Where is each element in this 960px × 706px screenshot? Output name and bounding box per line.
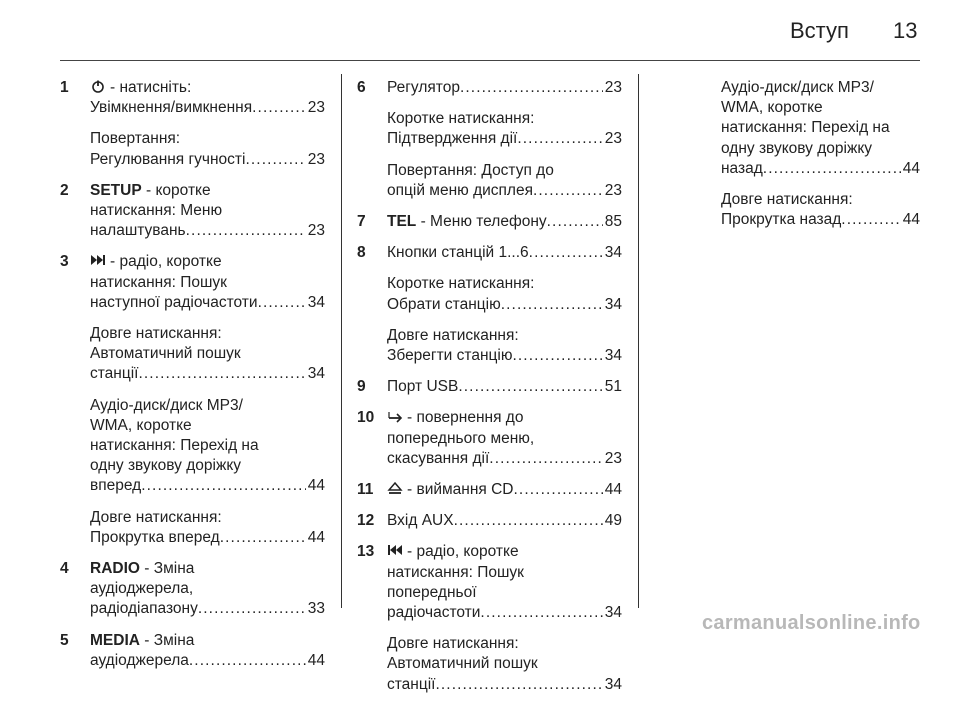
text-line <box>90 252 325 272</box>
toc-line <box>387 480 622 500</box>
toc-line <box>90 528 325 548</box>
page-ref: 34 <box>604 675 622 693</box>
text-line <box>90 436 325 456</box>
list-item <box>357 542 622 694</box>
text-line <box>90 631 325 651</box>
text-line <box>387 542 622 562</box>
toc-label: Прокрутка вперед <box>90 528 220 546</box>
line-text: аудіоджерела, <box>90 580 194 598</box>
page-ref: 33 <box>307 600 325 618</box>
text-line <box>90 344 325 364</box>
item-number: 2 <box>60 181 69 199</box>
page-ref: 34 <box>604 347 622 365</box>
toc-line <box>90 293 325 313</box>
list-item <box>357 408 622 469</box>
item-paragraph <box>387 480 622 500</box>
header-rule <box>60 60 920 61</box>
page-ref: 23 <box>307 222 325 240</box>
line-text: Довге натискання: <box>721 191 853 209</box>
toc-label: аудіоджерела <box>90 651 189 669</box>
toc-label: назад <box>721 159 763 177</box>
line-text: попередньої <box>387 583 477 601</box>
line-text: - коротке <box>141 181 211 199</box>
toc-line <box>90 476 325 496</box>
toc-line <box>387 346 622 366</box>
page-number: 13 <box>893 18 918 43</box>
toc-text <box>90 364 138 384</box>
toc-line <box>90 150 325 170</box>
list-item <box>357 480 622 500</box>
line-text: одну звукову доріжку <box>721 139 873 157</box>
toc-line <box>387 675 622 695</box>
key-label: MEDIA <box>90 631 140 649</box>
text-line <box>90 324 325 344</box>
toc-label: вперед <box>90 477 142 495</box>
item-paragraph <box>90 78 325 118</box>
page-ref: 44 <box>307 528 325 546</box>
toc-text <box>387 480 514 500</box>
toc-text <box>90 599 198 619</box>
text-line <box>387 408 622 428</box>
dot-leader <box>529 243 603 263</box>
toc-label: опцій меню дисплея <box>387 181 533 199</box>
page-ref: 85 <box>604 213 622 231</box>
line-text: одну звукову доріжку <box>90 457 242 475</box>
page-ref: 23 <box>307 150 325 168</box>
list-item <box>60 631 325 671</box>
item-paragraph <box>387 274 622 314</box>
dot-leader <box>533 181 603 201</box>
dot-leader <box>460 78 603 98</box>
text-line <box>387 654 622 674</box>
page-header <box>0 0 960 62</box>
item-paragraph <box>721 190 920 230</box>
back-icon <box>387 409 403 423</box>
watermark: carmanualsonline.info <box>702 612 921 634</box>
toc-label: станції <box>387 675 436 693</box>
toc-label: Регулювання гучності <box>90 150 246 168</box>
item-paragraph <box>387 408 622 469</box>
toc-label: Кнопки станцій 1...6 <box>387 244 529 262</box>
dot-leader <box>547 212 603 232</box>
toc-line <box>387 295 622 315</box>
item-number: 5 <box>60 631 69 649</box>
text-line <box>90 508 325 528</box>
toc-line <box>387 181 622 201</box>
item-number: 8 <box>357 244 366 262</box>
dot-leader <box>501 295 603 315</box>
line-text: - повернення до <box>407 409 524 427</box>
line-text: - Зміна <box>139 631 195 649</box>
item-paragraph <box>90 181 325 242</box>
text-line <box>387 583 622 603</box>
toc-text <box>387 377 458 397</box>
toc-label: налаштувань <box>90 222 186 240</box>
line-text: Довге натискання: <box>90 508 222 526</box>
item-paragraph <box>387 542 622 623</box>
text-line <box>90 129 325 149</box>
list-item <box>357 78 622 201</box>
toc-label: наступної радіочастоти <box>90 293 258 311</box>
toc-line <box>387 511 622 531</box>
text-line <box>90 456 325 476</box>
toc-line <box>387 243 622 263</box>
text-line <box>721 118 920 138</box>
text-line <box>90 396 325 416</box>
toc-label: скасування дії <box>387 449 490 467</box>
page-ref: 44 <box>307 651 325 669</box>
list-item <box>357 212 622 232</box>
page-ref: 34 <box>307 293 325 311</box>
page-ref: 44 <box>307 477 325 495</box>
dot-leader <box>480 603 602 623</box>
toc-text <box>387 243 529 263</box>
item-paragraph <box>387 78 622 98</box>
text-line <box>387 634 622 654</box>
page-ref: 23 <box>604 79 622 96</box>
toc-text <box>90 221 186 241</box>
page-ref: 49 <box>604 512 622 530</box>
dot-leader <box>458 377 602 397</box>
next-track-icon <box>90 253 106 267</box>
line-text: Аудіо-диск/диск MP3/ <box>721 79 874 96</box>
list-item <box>357 377 622 397</box>
toc-label: радіочастоти <box>387 604 481 622</box>
toc-line <box>721 159 920 179</box>
page-ref: 23 <box>604 449 622 467</box>
toc-line <box>387 78 622 98</box>
toc-text <box>387 212 547 232</box>
item-number: 9 <box>357 378 366 396</box>
eject-icon <box>387 481 403 495</box>
text-line <box>387 429 622 449</box>
toc-text <box>387 675 435 695</box>
page-ref: 23 <box>604 181 622 199</box>
dot-leader <box>258 293 306 313</box>
item-paragraph <box>387 109 622 149</box>
toc-label: Увімкнення/вимкнення <box>90 99 253 117</box>
key-label: TEL <box>387 213 417 231</box>
toc-text <box>387 129 517 149</box>
page-ref: 34 <box>604 295 622 313</box>
item-number: 13 <box>357 543 375 561</box>
column-3 <box>691 78 920 241</box>
toc-text <box>387 511 454 531</box>
item-number: 10 <box>357 409 375 427</box>
text-line <box>90 181 325 201</box>
page-ref: 34 <box>604 604 622 622</box>
list-item <box>691 78 920 230</box>
toc-text <box>387 78 460 98</box>
line-text: Аудіо-диск/диск MP3/ <box>90 396 243 414</box>
toc-text <box>721 210 841 230</box>
dot-leader <box>198 599 306 619</box>
toc-text <box>90 651 189 671</box>
toc-line <box>90 599 325 619</box>
page-ref: 23 <box>307 99 325 117</box>
line-text: Довге натискання: <box>90 325 222 343</box>
text-line <box>721 78 920 98</box>
line-text: - радіо, коротке <box>407 543 519 561</box>
list-item <box>60 181 325 242</box>
page-ref: 23 <box>604 130 622 148</box>
prev-track-icon <box>387 543 403 557</box>
toc-text <box>387 346 512 366</box>
toc-label: радіодіапазону <box>90 600 198 618</box>
list-item <box>60 78 325 170</box>
line-text: Довге натискання: <box>387 326 519 344</box>
toc-text <box>387 295 501 315</box>
item-number: 11 <box>357 481 374 499</box>
item-number: 4 <box>60 560 69 578</box>
line-text: натискання: Меню <box>90 202 223 220</box>
item-paragraph <box>387 161 622 201</box>
power-icon <box>90 79 106 93</box>
section-title: Вступ <box>790 18 849 43</box>
text-line <box>387 161 622 181</box>
toc-text <box>90 476 141 496</box>
line-text: Автоматичний пошук <box>387 655 538 673</box>
item-paragraph <box>387 511 622 531</box>
text-line <box>90 579 325 599</box>
line-text: натискання: Пошук <box>90 273 227 291</box>
line-text: WMA, коротке <box>90 416 192 434</box>
line-text: натискання: Пошук <box>387 563 524 581</box>
text-line <box>90 78 325 98</box>
list-item <box>357 243 622 366</box>
toc-text <box>90 98 252 118</box>
toc-label: Порт USB <box>387 378 459 396</box>
item-number: 3 <box>60 253 69 271</box>
toc-text <box>387 449 489 469</box>
item-paragraph <box>90 508 325 548</box>
key-label: SETUP <box>90 181 142 199</box>
toc-label: станції <box>90 365 139 383</box>
toc-line <box>387 603 622 623</box>
text-line <box>721 98 920 118</box>
item-paragraph <box>90 631 325 671</box>
text-line <box>90 201 325 221</box>
column-1 <box>60 78 325 682</box>
dot-leader <box>514 480 603 500</box>
list-item <box>60 559 325 620</box>
toc-label: - Меню телефону <box>416 213 547 231</box>
toc-line <box>387 212 622 232</box>
text-line <box>90 559 325 579</box>
dot-leader <box>841 210 900 230</box>
text-line <box>387 274 622 294</box>
line-text: Коротке натискання: <box>387 110 535 128</box>
toc-label: Зберегти станцію <box>387 347 513 365</box>
dot-leader <box>252 98 306 118</box>
toc-line <box>387 129 622 149</box>
page-ref: 44 <box>902 159 920 177</box>
page-ref: 51 <box>604 378 622 396</box>
column-divider <box>341 74 342 608</box>
toc-text <box>90 150 245 170</box>
toc-label: Підтвердження дії <box>387 130 518 148</box>
list-item <box>60 252 325 548</box>
toc-label: Регулятор <box>387 79 460 96</box>
line-text: - натисніть: <box>110 79 192 96</box>
toc-line <box>387 449 622 469</box>
line-text: - Зміна <box>139 560 195 578</box>
item-number: 6 <box>357 79 366 96</box>
item-number: 7 <box>357 213 366 231</box>
page-ref: 34 <box>307 365 325 383</box>
text-line <box>90 273 325 293</box>
toc-label: Прокрутка назад <box>721 211 842 229</box>
toc-text <box>90 528 220 548</box>
line-text: Повертання: Доступ до <box>387 161 554 179</box>
item-paragraph <box>387 377 622 397</box>
line-text: натискання: Перехід на <box>721 119 890 137</box>
toc-line <box>90 98 325 118</box>
dot-leader <box>245 150 305 170</box>
toc-line <box>90 651 325 671</box>
column-2 <box>357 78 622 706</box>
item-paragraph <box>721 78 920 179</box>
dot-leader <box>189 651 306 671</box>
text-line <box>387 563 622 583</box>
item-number: 12 <box>357 512 375 530</box>
line-text: Автоматичний пошук <box>90 345 241 363</box>
item-paragraph <box>387 243 622 263</box>
item-paragraph <box>90 324 325 385</box>
item-paragraph <box>387 634 622 695</box>
dot-leader <box>763 159 901 179</box>
item-paragraph <box>90 396 325 497</box>
dot-leader <box>141 476 306 496</box>
key-label: RADIO <box>90 560 140 578</box>
line-text: Повертання: <box>90 130 181 148</box>
line-text: - радіо, коротке <box>110 253 222 271</box>
line-text: WMA, коротке <box>721 99 823 117</box>
text-line <box>721 190 920 210</box>
dot-leader <box>489 449 602 469</box>
toc-label: - виймання CD <box>407 481 514 499</box>
item-number: 1 <box>60 79 69 96</box>
line-text: Довге натискання: <box>387 635 519 653</box>
toc-text <box>387 181 533 201</box>
item-paragraph <box>90 129 325 169</box>
item-paragraph <box>387 212 622 232</box>
toc-text <box>387 603 480 623</box>
toc-line <box>90 364 325 384</box>
dot-leader <box>186 221 306 241</box>
dot-leader <box>517 129 602 149</box>
dot-leader <box>454 511 603 531</box>
item-paragraph <box>90 559 325 620</box>
page-ref: 34 <box>604 244 622 262</box>
page-ref: 44 <box>902 211 920 229</box>
page-ref: 44 <box>604 481 622 499</box>
text-line <box>90 416 325 436</box>
line-text: натискання: Перехід на <box>90 437 259 455</box>
toc-line <box>721 210 920 230</box>
list-item <box>357 511 622 531</box>
line-text: Коротке натискання: <box>387 275 535 293</box>
item-paragraph <box>90 252 325 313</box>
text-line <box>387 109 622 129</box>
toc-line <box>90 221 325 241</box>
toc-line <box>387 377 622 397</box>
column-divider <box>638 74 639 608</box>
toc-text <box>721 159 763 179</box>
text-line <box>721 139 920 159</box>
toc-label: Обрати станцію <box>387 295 501 313</box>
item-paragraph <box>387 326 622 366</box>
dot-leader <box>138 364 305 384</box>
toc-text <box>90 293 258 313</box>
toc-label: Вхід AUX <box>387 512 454 530</box>
dot-leader <box>512 346 602 366</box>
dot-leader <box>435 675 602 695</box>
line-text: попереднього меню, <box>387 429 535 447</box>
text-line <box>387 326 622 346</box>
dot-leader <box>220 528 306 548</box>
